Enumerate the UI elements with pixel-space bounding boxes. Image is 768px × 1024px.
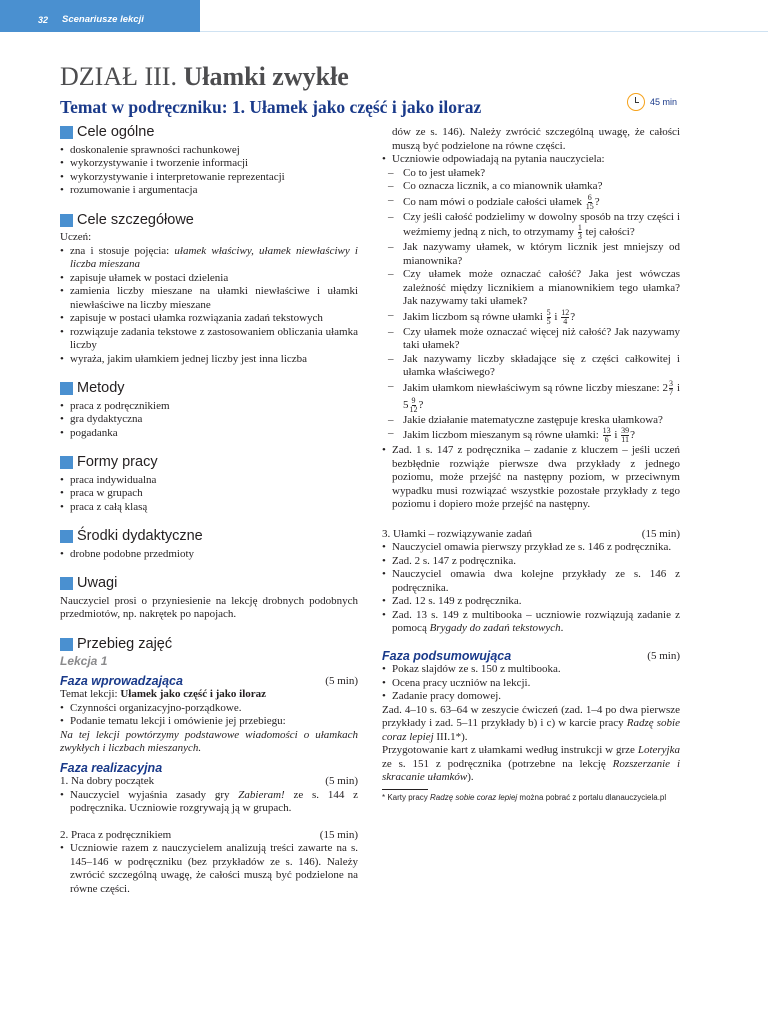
clock-icon (627, 93, 645, 111)
questions-intro (382, 153, 680, 167)
question-item: – Czy ułamek może oznaczać więcej niż całość? Jak nazywamy taki ułamek? (382, 326, 680, 353)
step3-list (382, 541, 680, 636)
fraction: $\frac{9}{12}$ (409, 395, 418, 414)
cele-szczegolowe-list (60, 245, 358, 367)
list-item: • wykorzystywanie i interpretowanie reprezentacji (60, 171, 358, 185)
fraction: $\frac{12}{4}$ (561, 307, 570, 326)
header-rule (200, 31, 768, 32)
section-title: Scenariusze lekcji (62, 14, 144, 25)
list-item: • Czynności organizacyjno-porządkowe. (60, 702, 358, 716)
list-item: • wykorzystywanie i tworzenie informacji (60, 157, 358, 171)
chapter-name: Ułamki zwykłe (183, 62, 349, 91)
phase-summary-header (382, 650, 680, 664)
question-item: – Czy jeśli całość podzielimy w dowolny sposób na trzy części i weźmiemy jedną z nich, to otrzymamy $\frac{1}{3}$ tej całości? (382, 211, 680, 242)
section-cele-szczegolowe (60, 211, 358, 228)
list-item: • Nauczyciel wyjaśnia zasady gry Zabieram! ze s. 144 z podręcznika. Uczniowie rozgrywają ją w grupach. (60, 789, 358, 816)
list-item: • rozumowanie i argumentacja (60, 184, 358, 198)
section-srodki (60, 530, 358, 544)
list-item: • praca z całą klasą (60, 501, 358, 515)
question-item: – Jakim liczbom mieszanym są równe ułamki: $\frac{13}{6}$ i $\frac{39}{11}$ ? (382, 427, 680, 444)
step-header: 1. Na dobry początek (5 min) (60, 775, 358, 787)
list-item: • Zad. 12 s. 149 z podręcznika. (382, 595, 680, 609)
fraction: $\frac{6}{15}$ (585, 192, 594, 211)
summary-list (382, 663, 680, 704)
list-item: • Nauczyciel omawia dwa kolejne przykłady ze s. 146 z podręcznika. (382, 568, 680, 595)
metody-list (60, 400, 358, 441)
section-marker-icon (60, 456, 73, 469)
list-item: • zapisuje w postaci ułamka rozwiązania zadań tekstowych (60, 312, 358, 326)
list-item: • Podanie tematu lekcji i omówienie jej przebiegu: (60, 715, 358, 729)
list-item: • Uczniowie odpowiadają na pytania nauczyciela: (382, 153, 680, 167)
section-heading: Cele ogólne (77, 124, 155, 140)
section-marker-icon (60, 638, 73, 651)
formy-list (60, 474, 358, 515)
topic-heading: Temat w podręczniku: 1. Ułamek jako część i jako iloraz (60, 97, 482, 117)
uwagi-text: Nauczyciel prosi o przyniesienie na lekcję drobnych podobnych przedmiotów, np. nakrętek po napojach. (60, 594, 358, 620)
question-item: – Jak nazywamy liczby składające się z części całkowitej i ułamka właściwego? (382, 353, 680, 380)
section-heading: Środki dydaktyczne (77, 528, 203, 544)
list-item: • gra dydaktyczna (60, 413, 358, 427)
list-item: • wyraża, jakim ułamkiem jednej liczby jest inna liczba (60, 353, 358, 367)
question-item: – Czy ułamek może oznaczać całość? Jaka jest wówczas zależność między licznikiem a mianownikiem tego ułamka? Jak nazywamy taki ułamek? (382, 268, 680, 309)
list-item: • Zad. 2 s. 147 z podręcznika. (382, 555, 680, 569)
question-item: – Jakim ułamkom niewłaściwym są równe liczby mieszane: 2 $\frac{3}{7}$ i 5 $\frac{9}{12}$ ? (382, 380, 680, 414)
section-cele-ogolne (60, 126, 358, 140)
phase-time: (5 min) (325, 674, 358, 687)
section-marker-icon (60, 382, 73, 395)
section-heading: Metody (77, 380, 125, 396)
question-item: – Co to jest ułamek? (382, 167, 680, 181)
intro-quote: Na tej lekcji powtórzymy podstawowe wiadomości o ułamkach zwykłych i liczbach mieszanych. (60, 728, 358, 754)
list-item: • Zad. 1 s. 147 z podręcznika – zadanie z kluczem – jeśli uczeń bezbłędnie rozwiąże pierwsze dwa przykłady z jednego poziomu, może przejść na następny poziom, w przeciwnym wypadku musi rozwiązać wszystkie pozostałe przykłady z tego poziomu i dopiero może przejść na następny. (382, 444, 680, 512)
lesson-duration: 45 min (650, 97, 678, 107)
phase-title: Faza podsumowująca (382, 648, 512, 663)
phase-time: (5 min) (647, 649, 680, 662)
chapter-title (60, 62, 349, 92)
step-header: 2. Praca z podręcznikiem (15 min) (60, 828, 358, 841)
phase-intro-header (60, 675, 358, 689)
chapter-number: DZIAŁ III. (60, 62, 177, 91)
list-item: • praca w grupach (60, 487, 358, 501)
cele-ogolne-list (60, 144, 358, 198)
step-list (60, 842, 358, 895)
list-item: • zapisuje ułamek w postaci dzielenia (60, 272, 358, 286)
fraction: $\frac{1}{3}$ (577, 223, 582, 241)
cards-text: Przygotowanie kart z ułamkami według instrukcji w grze Loteryjka ze s. 151 z podręcznika (potrzebne na lekcję Rozszerzanie i skracanie ułamków). (382, 744, 681, 783)
lesson-label: Lekcja 1 (60, 654, 108, 668)
list-item: • Nauczyciel omawia pierwszy przykład ze s. 146 z podręcznika. (382, 541, 680, 555)
section-marker-icon (60, 214, 73, 227)
list-item: • Zad. 13 s. 149 z multibooka – uczniowie rozwiązują zadanie z pomocą Brygady do zadań tekstowych. (382, 609, 680, 636)
section-marker-icon (60, 126, 73, 139)
list-item: • praca z podręcznikiem (60, 400, 358, 414)
section-marker-icon (60, 577, 73, 590)
phase-title: Faza wprowadzająca (60, 673, 183, 688)
section-metody (60, 382, 358, 396)
question-item: – Co nam mówi o podziale całości ułamek $\frac{6}{15}$ ? (382, 194, 680, 211)
list-item: • Zadanie pracy domowej. (382, 690, 680, 704)
page-number: 32 (38, 15, 49, 25)
question-item: – Jakim liczbom są równe ułamki $\frac{5}{5}$ i $\frac{12}{4}$ ? (382, 309, 680, 326)
list-item: • Uczniowie razem z nauczycielem analizują treści zawarte na s. 145–146 w podręczniku (bez przykładów ze s. 146). Należy zwrócić szczególną uwagę, że całości muszą być podzielone na równe części. (60, 842, 358, 869)
continued-text: dów ze s. 146). Należy zwrócić szczególną uwagę, że całości muszą być podzielone na równe części. (392, 126, 680, 152)
section-marker-icon (60, 530, 73, 543)
list-item: • drobne podobne przedmioty (60, 548, 358, 562)
fraction: $\frac{3}{7}$ (669, 378, 673, 397)
question-item: – Jakie działanie matematyczne zastępuje kreska ułamkowa? (382, 414, 680, 428)
section-uwagi (60, 577, 358, 591)
cele-intro: Uczeń: (60, 231, 92, 243)
fraction: $\frac{5}{5}$ (546, 307, 551, 326)
srodki-list (60, 548, 358, 562)
section-formy-pracy (60, 456, 358, 470)
section-heading: Formy pracy (77, 454, 158, 470)
phase-intro-list (60, 702, 358, 729)
lesson-topic: Temat lekcji: Ułamek jako część i jako iloraz (60, 688, 267, 700)
left-column (60, 124, 358, 895)
list-item: • zna i stosuje pojęcia: ułamek właściwy, ułamek niewłaściwy i liczba mieszana (60, 245, 358, 272)
phase-title: Faza realizacyjna (60, 760, 163, 775)
section-przebieg (60, 635, 358, 652)
footnote-rule (382, 789, 428, 790)
questions-list (382, 167, 680, 445)
footnote: * Karty pracy Radzę sobie coraz lepiej można pobrać z portalu dlanauczyciela.pl (382, 792, 667, 802)
question-item: – Jak nazywamy ułamek, w którym licznik jest mniejszy od mianownika? (382, 241, 680, 268)
step-header: 3. Ułamki – rozwiązywanie zadań (15 min) (382, 527, 680, 540)
list-item: • Ocena pracy uczniów na lekcji. (382, 677, 680, 691)
question-item: – Co oznacza licznik, a co mianownik ułamka? (382, 180, 680, 194)
list-item: • Pokaz slajdów ze s. 150 z multibooka. (382, 663, 680, 677)
list-item: • zamienia liczby mieszane na ułamki niewłaściwe i ułamki niewłaściwe na liczby mieszane (60, 285, 358, 312)
list-item: • pogadanka (60, 427, 358, 441)
section-heading: Cele szczegółowe (77, 211, 194, 228)
zad1-list (382, 444, 680, 512)
section-heading: Przebieg zajęć (77, 635, 173, 652)
step-list (60, 789, 358, 816)
fraction: $\frac{13}{6}$ (602, 426, 611, 444)
right-column (382, 126, 680, 804)
list-item: • praca indywidualna (60, 474, 358, 488)
section-heading: Uwagi (77, 575, 118, 591)
list-item: • doskonalenie sprawności rachunkowej (60, 144, 358, 158)
list-item: • rozwiązuje zadania tekstowe z zastosowaniem obliczania ułamka liczby (60, 326, 358, 353)
homework-text: Zad. 4–10 s. 63–64 w zeszycie ćwiczeń (zad. 1–4 po dwa pierwsze przykłady i zad. 5–11 przykłady b) i c) w karcie pracy Radzę sobie coraz lepiej III.1*). (382, 703, 680, 743)
fraction: $\frac{39}{11}$ (621, 426, 630, 444)
